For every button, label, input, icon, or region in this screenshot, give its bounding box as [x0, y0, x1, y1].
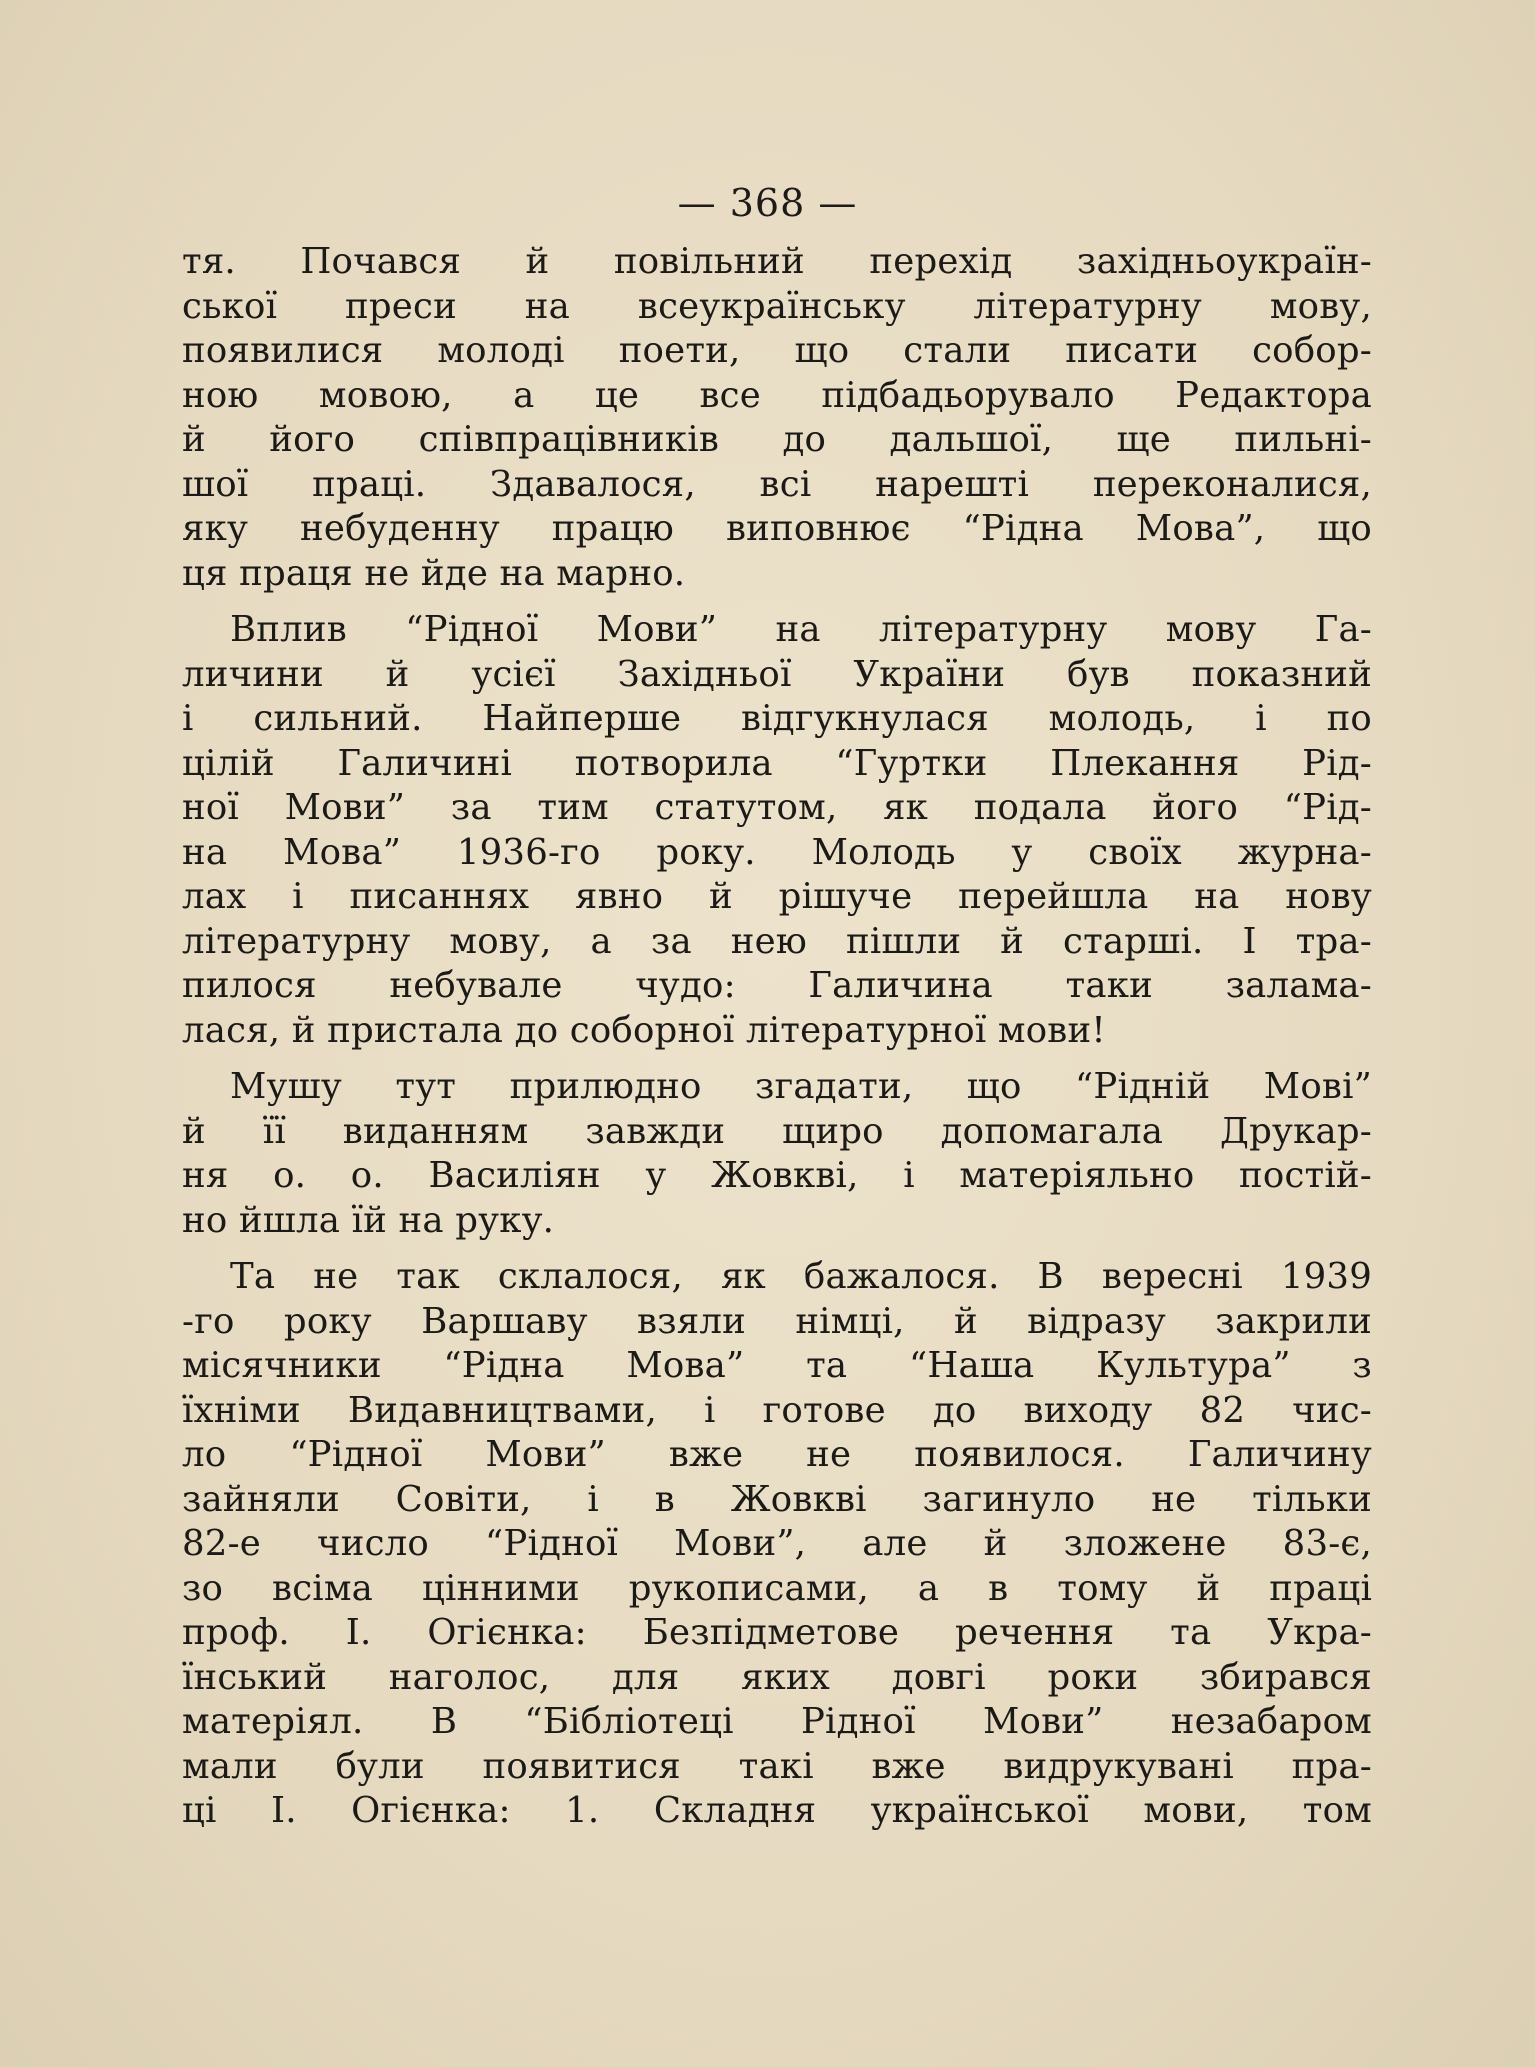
- text-line: ною мовою, а це все підбадьорувало Редактора: [182, 374, 1372, 416]
- text-line: літературну мову, а за нею пішли й старші. І тра-: [182, 920, 1372, 962]
- text-line: матеріял. В “Бібліотеці Рідної Мови” незабаром: [182, 1701, 1372, 1742]
- text-line: мали були появитися такі вже видрукувані пра-: [182, 1745, 1372, 1787]
- text-line: ця праця не йде на марно.: [182, 552, 686, 594]
- text-line: ло “Рідної Мови” вже не появилося. Галичину: [182, 1434, 1372, 1475]
- text-line: ці І. Огієнка: 1. Складня української мови, том: [182, 1790, 1372, 1831]
- text-line: ської преси на всеукраїнську літературну мову,: [182, 285, 1372, 327]
- text-line: появилися молоді поети, що стали писати собор-: [182, 330, 1372, 371]
- text-line: лася, й пристала до соборної літературної мови!: [182, 1009, 1106, 1051]
- text-line: -го року Варшаву взяли німці, й відразу закрили: [182, 1300, 1372, 1342]
- text-line: яку небуденну працю виповнює “Рідна Мова”, що: [182, 508, 1372, 549]
- text-line: Та не так склалося, як бажалося. В вересні 1939: [230, 1256, 1372, 1297]
- text-line: проф. І. Огієнка: Безпідметове речення та Укра-: [182, 1612, 1372, 1653]
- paragraph-4: [182, 1255, 1372, 1834]
- text-line: Вплив “Рідної Мови” на літературну мову Га-: [230, 609, 1372, 650]
- paragraph-2: [182, 608, 1372, 1053]
- text-line: їнський наголос, для яких довгі роки збирався: [182, 1656, 1372, 1698]
- text-line: шої праці. Здавалося, всі нарешті переконалися,: [182, 463, 1372, 505]
- text-line: лах і писаннях явно й рішуче перейшла на нову: [182, 876, 1372, 917]
- page-body: [182, 240, 1372, 1834]
- paragraph-3: [182, 1065, 1372, 1243]
- text-line: й його співпрацівників до дальшої, ще пильні-: [182, 419, 1372, 460]
- text-line: Мушу тут прилюдно згадати, що “Рідній Мові”: [230, 1066, 1372, 1107]
- text-line: пилося небувале чудо: Галичина таки залама-: [182, 965, 1372, 1006]
- text-line: місячники “Рідна Мова” та “Наша Культура” з: [182, 1345, 1372, 1386]
- text-line: зо всіма цінними рукописами, а в тому й праці: [182, 1567, 1372, 1609]
- text-line: їхніми Видавництвами, і готове до виходу 82 чис-: [182, 1389, 1372, 1431]
- text-line: личини й усієї Західньої України був показний: [182, 653, 1372, 695]
- text-line: на Мова” 1936-го року. Молодь у своїх журна-: [182, 831, 1372, 873]
- page-number: — 368 —: [677, 181, 858, 225]
- text-line: і сильний. Найперше відгукнулася молодь, і по: [182, 698, 1372, 739]
- text-line: тя. Почався й повільний перехід західньоукраїн-: [182, 241, 1372, 282]
- text-line: зайняли Совіти, і в Жовкві загинуло не тільки: [182, 1478, 1372, 1520]
- text-line: й її виданням завжди щиро допомагала Друкар-: [182, 1110, 1372, 1152]
- text-line: но йшла їй на руку.: [182, 1199, 555, 1241]
- text-line: ня о. о. Василіян у Жовкві, і матеріяльно постій-: [182, 1155, 1372, 1196]
- text-line: ної Мови” за тим статутом, як подала його “Рід-: [182, 787, 1372, 828]
- text-line: 82-е число “Рідної Мови”, але й зложене 83-є,: [182, 1523, 1372, 1564]
- text-line: цілій Галичині потворила “Гуртки Плекання Рід-: [182, 742, 1372, 784]
- paragraph-1: [182, 240, 1372, 596]
